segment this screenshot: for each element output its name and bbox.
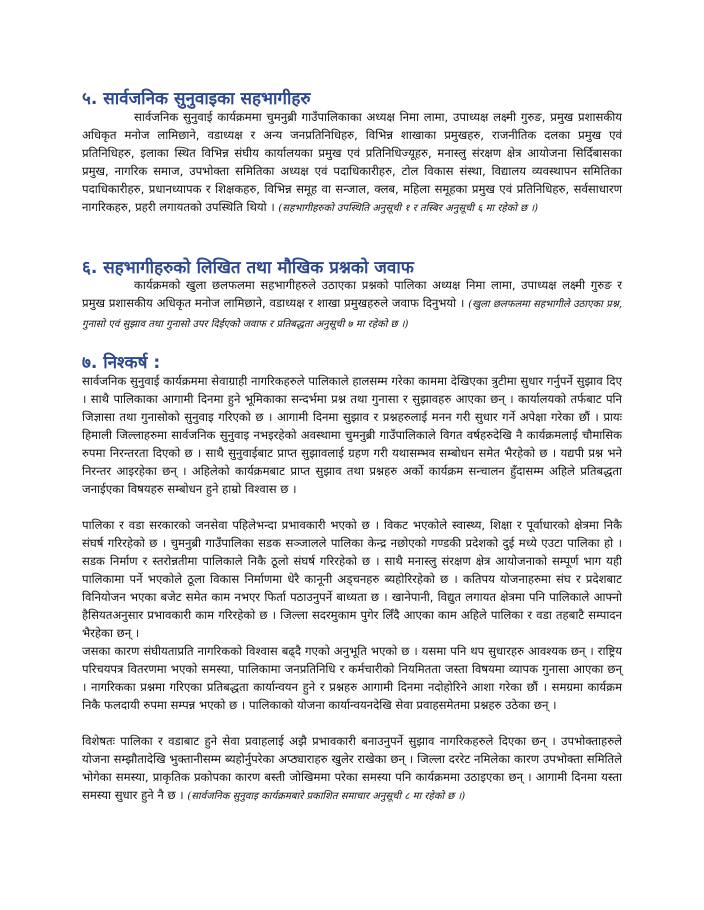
section-6-paragraph bbox=[82, 276, 622, 334]
conclusion-annex-note: (सार्वजनिक सुनुवाइ कार्यक्रमबारे प्रकाशित समाचार अनुसूची ८ मा रहेको छ ।) bbox=[187, 791, 466, 802]
section-5-annex-note: (सहभागीहरुको उपस्थिति अनुसूची १ र तस्बिर अनुसूची ६ मा रहेको छ ।) bbox=[278, 203, 539, 214]
conclusion-paragraph-4 bbox=[82, 732, 622, 806]
section-7-heading: ७. निश्कर्ष : bbox=[82, 353, 161, 373]
conclusion-paragraph-2 bbox=[82, 516, 622, 642]
conclusion-text-3: जसका कारण संघीयताप्रति नागरिकको विश्वास बढ्दै गएको अनुभूति भएको छ । यसमा पनि थप सुधारहरु आवश्यक छन् । राष्ट्रिय परिचयपत्र वितरणमा भएको समस्या, पालिकामा जनप्रतिनिधि र कर्मचारीको नियमितता जस्ता विषयमा व्यापक गुनासा आएका छन् । नागरिकका प्रश्नमा गरिएका प्रतिबद्धता कार्यान्वयन हुने र प्रश्नहरु आगामी दिनमा नदोहोरिने आशा गरेका छौं । समग्रमा कार्यक्रम निकै फलदायी रुपमा सम्पन्न भएको छ । पालिकाको योजना कार्यान्वयनदेखि सेवा प्रवाहसमेतमा प्रश्नहरु उठेका छन् । bbox=[82, 644, 622, 712]
conclusion-text-1: सार्वजनिक सुनुवाई कार्यक्रममा सेवाग्राही नागरिकहरुले पालिकाले हालसम्म गरेका काममा देखिएका त्रुटीमा सुधार गर्नुपर्ने सुझाव दिए । साथै पालिकाका आगामी दिनमा हुने भूमिकाका सन्दर्भमा प्रश्न तथा गुनासा र सुझावहरु आएका छन् । कार्यालयको तर्फबाट पनि जिज्ञासा तथा गुनासोको सुनुवाइ गरिएको छ । आगामी दिनमा सुझाव र प्रश्नहरुलाई मनन गरी सुधार गर्ने अपेक्षा गरेका छौं । प्रायः हिमाली जिल्लाहरुमा सार्वजनिक सुनुवाइ नभइरहेको अवस्थामा चुमनुब्री गाउँपालिकाले विगत वर्षहरुदेखि नै कार्यक्रमलाई चौमासिक रुपमा निरन्तरता दिएको छ । साथै सुनुवाईबाट प्राप्त सुझावलाई ग्रहण गरी यथासम्भव सम्बोधन समेत भैरहेको छ । यद्यपी प्रश्न भने निरन्तर आइरहेका छन् । अहिलेको कार्यक्रमबाट प्राप्त सुझाव तथा प्रश्नहरु अर्को कार्यक्रम सन्चालन हुँदासम्म अहिले प्रतिबद्धता जनाईएका विषयहरु सम्बोधन हुने हाम्रो विश्वास छ । bbox=[82, 374, 622, 496]
section-6-heading: ६. सहभागीहरुको लिखित तथा मौखिक प्रश्नको जवाफ bbox=[82, 258, 414, 278]
section-6-body: कार्यक्रमको खुला छलफलमा सहभागीहरुले उठाएका प्रश्नको पालिका अध्यक्ष निमा लामा, उपाध्यक्ष लक्ष्मी गुरुङ र प्रमुख प्रशासकीय अधिकृत मनोज लामिछाने, वडाध्यक्ष र शाखा प्रमुखहरुले जवाफ दिनुभयो । bbox=[82, 278, 622, 310]
conclusion-text-4: विशेषतः पालिका र वडाबाट हुने सेवा प्रवाहलाई अझै प्रभावकारी बनाउनुपर्ने सुझाव नागरिकहरुले दिएका छन् । उपभोक्ताहरुले योजना सम्झौतादेखि भुक्तानीसम्म ब्यहोर्नुपरेका अप्ठ्याराहरु खुलेर राखेका छन् । जिल्ला दररेट नमिलेका कारण उपभोक्ता समितिले भोगेका समस्या, प्राकृतिक प्रकोपका कारण बस्ती जोखिममा परेका समस्या पनि कार्यक्रममा उठाइएका छन् । आगामी दिनमा यस्ता समस्या सुधार हुने नै छ । bbox=[82, 734, 622, 802]
section-6-annex-note: (खुला छलफलमा सहभागीले उठाएका प्रश्न, गुनासो एवं सुझाव तथा गुनासो उपर दिईएको जवाफ र प्रतिबद्धता अनुसूची ७ मा रहेको छ ।) bbox=[82, 299, 623, 330]
section-5-heading: ५. सार्वजनिक सुनुवाइका सहभागीहरु bbox=[82, 89, 311, 109]
section-5-paragraph bbox=[82, 108, 622, 218]
section-5-body: सार्वजनिक सुनुवाई कार्यक्रममा चुमनुब्री गाउँपालिकाका अध्यक्ष निमा लामा, उपाध्यक्ष लक्ष्मी गुरुङ, प्रमुख प्रशासकीय अधिकृत मनोज लामिछाने, वडाध्यक्ष र अन्य जनप्रतिनिधिहरु, विभिन्न शाखाका प्रमुखहरु, राजनीतिक दलका प्रमुख एवं प्रतिनिधिहरु, इलाका स्थित विभिन्न संघीय कार्यालयका प्रमुख एवं प्रतिनिधिज्यूहरु, मनास्लु संरक्षण क्षेत्र आयोजना सिर्दिबासका प्रमुख, नागरिक समाज, उपभोक्ता समितिका अध्यक्ष एवं पदाधिकारीहरु, टोल विकास संस्था, विद्यालय व्यवस्थापन समितिका पदाधिकारीहरु, प्रधानध्यापक र शिक्षकहरु, विभिन्न समूह वा सन्जाल, क्लब, महिला समूहका प्रमुख एवं प्रतिनिधिहरु, सर्वसाधारण नागरिकहरु, प्रहरी लगायतको उपस्थिति थियो । bbox=[82, 110, 622, 214]
conclusion-paragraph-1 bbox=[82, 372, 622, 498]
conclusion-paragraph-3 bbox=[82, 642, 622, 714]
conclusion-text-2: पालिका र वडा सरकारको जनसेवा पहिलेभन्दा प्रभावकारी भएको छ । विकट भएकोले स्वास्थ्य, शिक्षा र पूर्वाधारको क्षेत्रमा निकै संघर्ष गरिरहेको छ । चुमनुब्री गाउँपालिका सडक सञ्जालले पालिका केन्द्र नछोएको गण्डकी प्रदेशको दुई मध्ये एउटा पालिका हो । सडक निर्माण र स्तरोन्नतीमा पालिकाले निकै ठूलो संघर्ष गरिरहेको छ । साथै मनास्लु संरक्षण क्षेत्र आयोजनाको सम्पूर्ण भाग यही पालिकामा पर्ने भएकोले ठूला विकास निर्माणमा धेरै कानूनी अड्चनहरु ब्यहोरिरहेको छ । कतिपय योजनाहरुमा संघ र प्रदेशबाट विनियोजन भएका बजेट समेत काम नभएर फिर्ता पठाउनुपर्ने बाध्यता छ । खानेपानी, विद्युत लगायत क्षेत्रमा पनि पालिकाले आफ्नो हैसियतअनुसार प्रभावकारी काम गरिरहेको छ । जिल्ला सदरमुकाम पुगेर लिँदै आएका काम अहिले पालिका र वडा तहबाटै सम्पादन भैरहेका छन् । bbox=[82, 518, 622, 640]
